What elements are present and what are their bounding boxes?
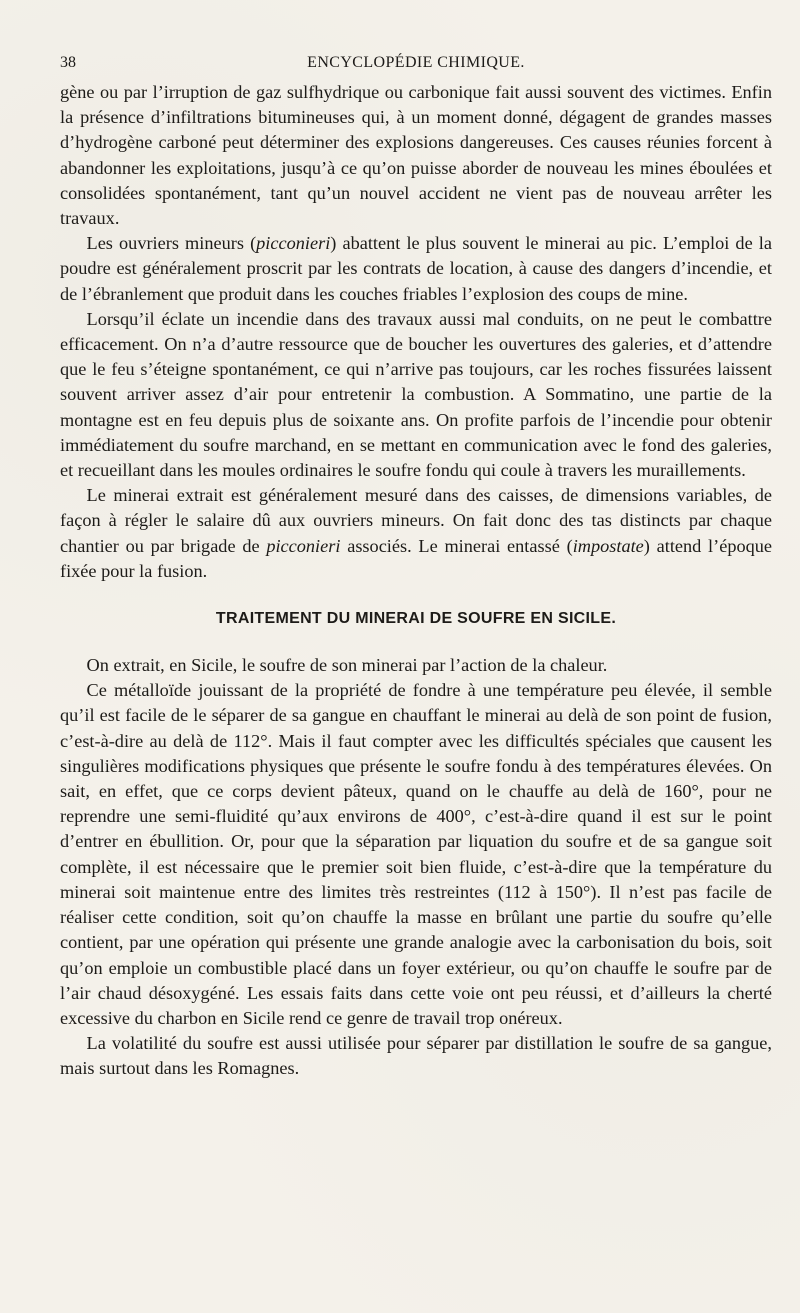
paragraph-text: associés. Le minerai entassé (: [340, 535, 573, 556]
paragraph: [60, 483, 772, 584]
italic-term: picconieri: [266, 535, 341, 556]
page-content: [60, 80, 772, 1082]
section-title: TRAITEMENT DU MINERAI DE SOUFRE EN SICILE.: [215, 610, 617, 628]
paragraph: La volatilité du soufre est aussi utilisée pour séparer par distillation le soufre de sa gangue, mais surtout dans les Romagnes.: [60, 1033, 772, 1079]
paragraph: gène ou par l’irruption de gaz sulfhydrique ou carbonique fait aussi souvent des victimes. Enfin la présence d’infiltrations bitumineuses qui, à un moment donné, dégagent de grandes masses d’hydrogène carboné peut déterminer des explosions dangereuses. Ces causes réunies forcent à abandonner les exploitations, jusqu’à ce qu’on puisse aborder de nouveau les mines éboulées et consolidées spontanément, tant qu’un nouvel accident ne vient pas de nouveau arrêter les travaux.: [60, 82, 772, 229]
paragraph-text: Le minerai extrait est généralement mesuré dans des caisses, de dimensions variables, de façon à régler le salaire dû aux ouvriers mineurs. On fait donc des tas distincts par chaque chantier ou par brigade de: [60, 485, 772, 556]
paragraph-text: ) attend l’époque fixée pour la fusion.: [60, 535, 772, 581]
paragraph-text: Les ouvriers mineurs (: [86, 233, 257, 254]
paragraph-text: ) abattent le plus souvent le minerai au pic. L’emploi de la poudre est généralement proscrit par les contrats de location, à cause des dangers d’incendie, et de l’ébranlement que produit dans les couches friables l’explosion des coups de mine.: [60, 233, 772, 304]
paragraph: On extrait, en Sicile, le soufre de son minerai par l’action de la chaleur.: [86, 655, 608, 676]
paragraph: Ce métalloïde jouissant de la propriété de fondre à une température peu élevée, il semble qu’il est facile de le séparer de sa gangue en chauffant le minerai au delà de son point de fusion, c’est-à-dire au delà de 112°. Mais il faut compter avec les difficultés spéciales que causent les singulières modifications physiques que présente le soufre fondu à des températures élevées. On sait, en effet, que ce corps devient pâteux, quand on le chauffe au delà de 160°, pour ne reprendre une semi-fluidité qu’aux environs de 400°, c’est-à-dire quand il est sur le point d’entrer en ébullition. Or, pour que la séparation par liquation du soufre et de sa gangue soit complète, il est nécessaire que le premier soit bien fluide, c’est-à-dire que la température du minerai soit maintenue entre des limites très restreintes (112 à 150°). Il n’est pas facile de réaliser cette condition, soit qu’on chauffe la masse en brûlant une partie du soufre qu’elle contient, par une opération qui présente une grande analogie avec la carbonisation du bois, soit qu’on emploie un combustible placé dans un foyer extérieur, ou qu’on chauffe le soufre par de l’air chaud désoxygéné. Les essais faits dans cette voie ont peu réussi, et d’ailleurs la cherté excessive du charbon en Sicile rend ce genre de travail trop onéreux.: [60, 680, 772, 1028]
page-number: 38: [60, 54, 76, 71]
italic-term: impostate: [572, 535, 644, 556]
page-header: [60, 54, 772, 78]
paragraph: [60, 231, 772, 307]
running-title: ENCYCLOPÉDIE CHIMIQUE.: [307, 54, 525, 71]
paragraph: Lorsqu’il éclate un incendie dans des travaux aussi mal conduits, on ne peut le combattre efficacement. On n’a d’autre ressource que de boucher les ouvertures des galeries, et d’attendre que le feu s’éteigne spontanément, ce qui n’arrive pas toujours, car les roches fissurées laissent souvent arriver assez d’air pour entretenir la combustion. A Sommatino, une partie de la montagne est en feu depuis plus de soixante ans. On profite parfois de l’incendie pour obtenir immédiatement du soufre marchand, en se mettant en communication avec le fond des galeries, et recueillant dans les moules ordinaires le soufre fondu qui coule à travers les muraillements.: [60, 308, 772, 481]
italic-term: picconieri: [256, 233, 331, 254]
